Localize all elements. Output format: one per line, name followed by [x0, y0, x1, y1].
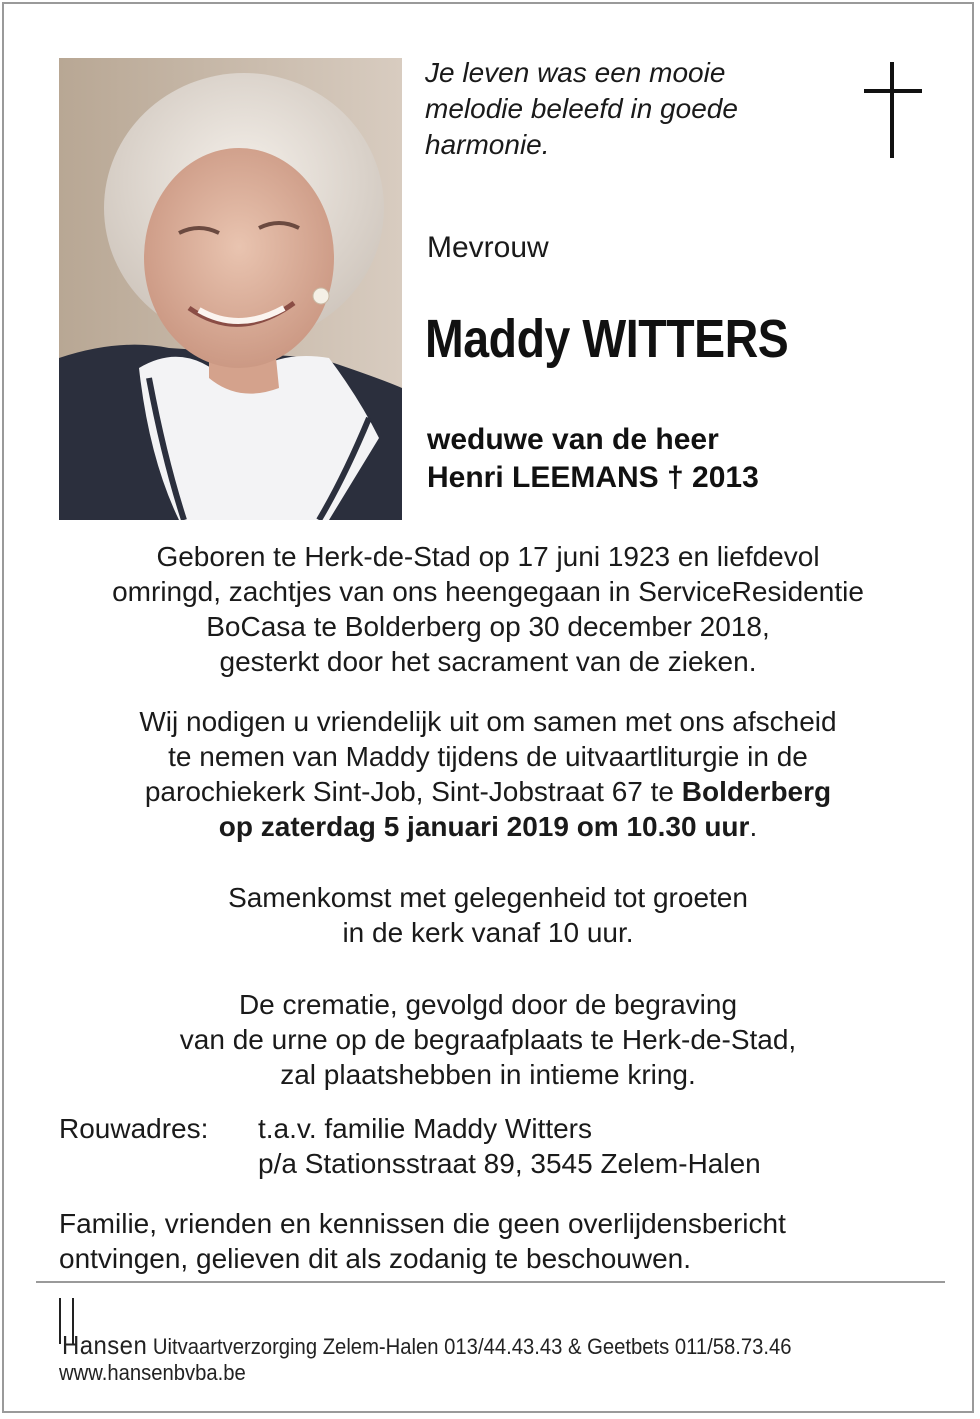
funeral-invitation-paragraph — [40, 704, 936, 844]
address-line: p/a Stationsstraat 89, 3545 Zelem-Halen — [258, 1148, 761, 1179]
spouse-line: weduwe van de heer — [427, 423, 719, 456]
quote-line: melodie beleefd in goede — [425, 93, 738, 124]
text-line: te nemen van Maddy tijdens de uitvaartliturgie in de — [168, 741, 808, 772]
notice-paragraph — [59, 1206, 786, 1276]
gathering-paragraph — [40, 880, 936, 950]
date-time-bold: op zaterdag 5 januari 2019 om 10.30 uur — [218, 811, 750, 842]
funeral-home-brand: Hansen — [62, 1330, 148, 1360]
salutation: Mevrouw — [427, 231, 549, 264]
text-span: . — [749, 811, 758, 842]
cross-icon — [864, 62, 922, 158]
text-line: omringd, zachtjes van ons heengegaan in ServiceResidentie — [112, 576, 864, 607]
memorial-quote — [425, 55, 825, 163]
text-line: Samenkomst met gelegenheid tot groeten — [228, 882, 748, 913]
address-line: t.a.v. familie Maddy Witters — [258, 1113, 593, 1144]
quote-line: harmonie. — [425, 129, 550, 160]
text-line — [40, 774, 936, 809]
quote-line: Je leven was een mooie — [425, 57, 726, 88]
spouse-info — [427, 421, 759, 497]
cremation-paragraph — [40, 987, 936, 1092]
footer-divider — [36, 1281, 945, 1283]
location-bold: Bolderberg — [681, 776, 832, 807]
text-line: BoCasa te Bolderberg op 30 december 2018, — [206, 611, 770, 642]
text-line: ontvingen, gelieven dit als zodanig te beschouwen. — [59, 1243, 691, 1274]
address-label: Rouwadres: — [59, 1113, 209, 1144]
website-link[interactable]: www.hansenbvba.be — [59, 1360, 246, 1385]
text-line: Wij nodigen u vriendelijk uit om samen met ons afscheid — [139, 706, 837, 737]
deceased-name: Maddy WITTERS — [425, 309, 789, 369]
text-line: Geboren te Herk-de-Stad op 17 juni 1923 en liefdevol — [156, 541, 820, 572]
footer-contact — [62, 1330, 792, 1361]
text-line: in de kerk vanaf 10 uur. — [342, 917, 634, 948]
text-line: zal plaatshebben in intieme kring. — [280, 1059, 696, 1090]
text-line: van de urne op de begraafplaats te Herk-de-Stad, — [179, 1024, 797, 1055]
spouse-line: Henri LEEMANS † 2013 — [427, 461, 759, 494]
funeral-home-details: Uitvaartverzorging Zelem-Halen 013/44.43.43 & Geetbets 011/58.73.46 — [147, 1334, 792, 1359]
text-line: De crematie, gevolgd door de begraving — [238, 989, 738, 1020]
portrait-photo — [59, 58, 402, 520]
text-line: Familie, vrienden en kennissen die geen overlijdensbericht — [59, 1208, 786, 1239]
text-span: parochiekerk Sint-Job, Sint-Jobstraat 67 te — [144, 776, 682, 807]
text-line: gesterkt door het sacrament van de zieken. — [219, 646, 757, 677]
address-lines — [258, 1111, 761, 1181]
text-line — [40, 809, 936, 844]
birth-death-paragraph — [40, 539, 936, 679]
